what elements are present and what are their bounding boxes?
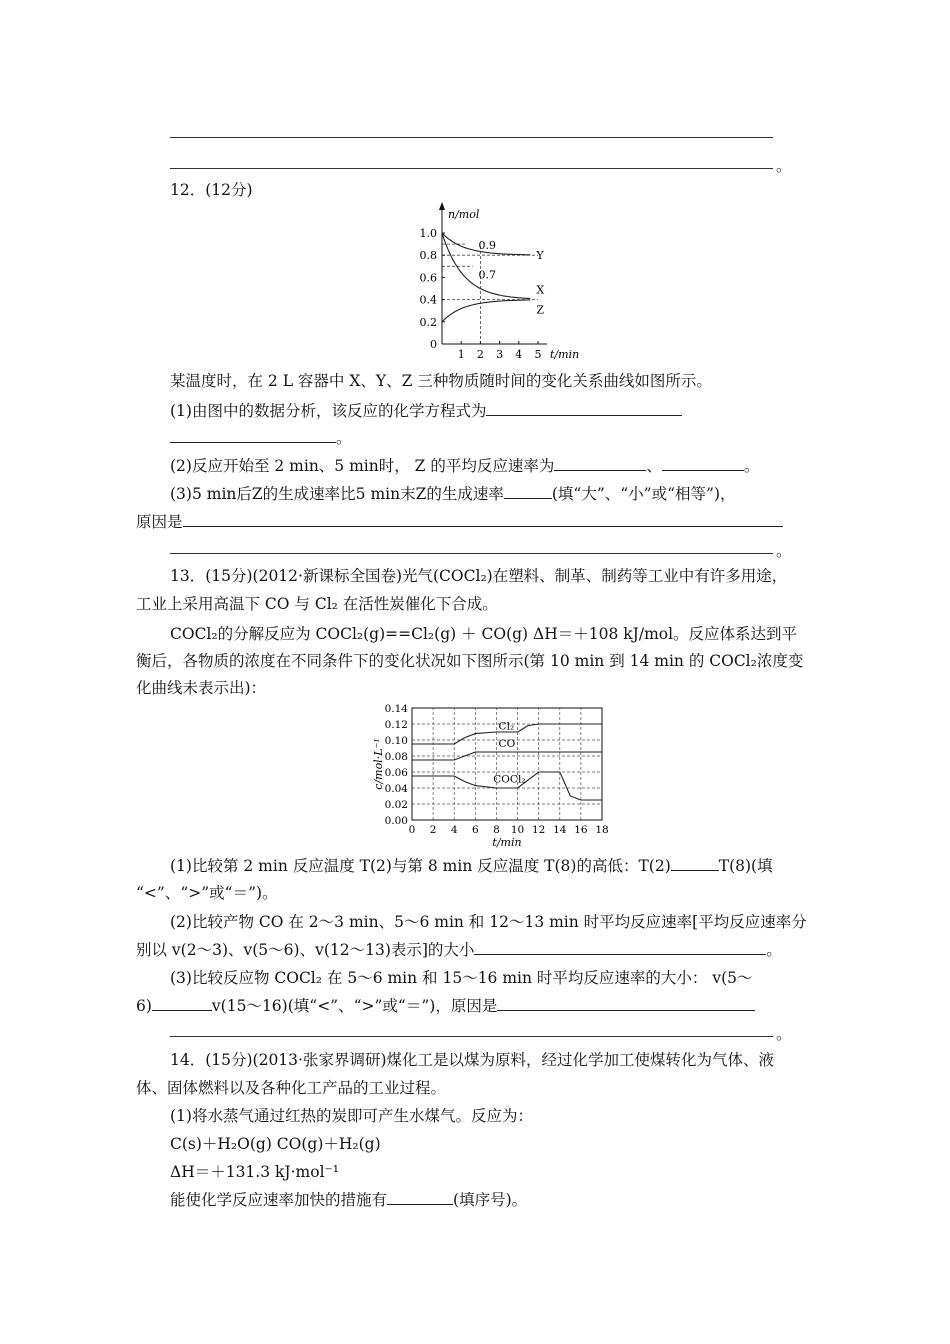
x-tick-label: 12: [531, 824, 546, 836]
annotation: 0.7: [478, 268, 496, 282]
x-tick-label: 5: [534, 348, 542, 361]
q13-para1: COCl₂的分解反应为 COCl₂(g)==Cl₂(g) ＋ CO(g) ΔH＝＋108 kJ/mol。反应体系达到平: [170, 625, 798, 643]
x-tick-label: 16: [574, 824, 588, 836]
x-tick-label: 10: [510, 824, 525, 836]
answer-blank[interactable]: [183, 512, 783, 527]
q13-part3-text: v(15～16)(填“<”、“>”或“＝”)，原因是: [211, 997, 498, 1015]
q14-header: 14．(15分)(2013·张家界调研)煤化工是以煤为原料，经过化学加工使煤转化为气体、液: [170, 1051, 775, 1069]
annotation: 0.9: [478, 239, 496, 253]
answer-blank[interactable]: [474, 940, 766, 955]
y-tick-label: 0.08: [384, 751, 408, 763]
q13-para3: 化曲线未表示出)：: [136, 679, 267, 697]
q12-part2-text: (2)反应开始至 2 min、5 min时， Z 的平均反应速率为: [170, 457, 555, 475]
y-tick-label: 0.10: [384, 735, 408, 747]
y-tick-label: 0.4: [419, 293, 437, 307]
answer-line[interactable]: [170, 137, 773, 138]
q13-part3-cont: [136, 996, 755, 1016]
q13-part3: (3)比较反应物 COCl₂ 在 5～6 min 和 15～16 min 时平均反应速率的大小： v(5～: [170, 969, 753, 987]
q12-part3-hint: (填“大”、“小”或“相等”)，: [551, 485, 736, 503]
x-tick-label: 14: [553, 824, 567, 836]
x-tick-label: 3: [496, 348, 504, 361]
q12-intro: 某温度时，在 2 L 容器中 X、Y、Z 三种物质随时间的变化关系曲线如图所示。: [170, 372, 712, 390]
y-tick-label: 0.00: [384, 815, 408, 827]
series-label: X: [536, 283, 545, 297]
q14-part2-text: 能使化学反应速率加快的措施有: [170, 1191, 388, 1209]
y-tick-label: 0.6: [419, 271, 437, 285]
y-tick-label: 1.0: [419, 227, 437, 240]
x-tick-label: 8: [493, 824, 500, 836]
x-axis-label: t/min: [492, 836, 522, 849]
y-axis-arrow: [439, 202, 445, 210]
q13-part2: (2)比较产物 CO 在 2～3 min、5～6 min 和 12～13 min 时平均反应速率[平均反应速率分: [170, 913, 807, 931]
answer-line[interactable]: [170, 1036, 773, 1037]
y-tick-label: 0.12: [384, 719, 408, 731]
x-tick-label: 18: [595, 824, 609, 836]
q12-part1-text: (1)由图中的数据分析，该反应的化学方程式为: [170, 402, 487, 420]
x-tick-label: 2: [476, 348, 484, 361]
dunhao: 、: [646, 457, 662, 475]
q12-part1: [170, 401, 682, 421]
x-tick-label: 4: [515, 348, 523, 361]
q13-part1-text: (1)比较第 2 min 反应温度 T(2)与第 8 min 反应温度 T(8)的高低：T(2): [170, 857, 671, 875]
y-tick-label: 0: [430, 338, 437, 351]
y-axis-label: n/mol: [448, 208, 480, 221]
q13-header2: 工业上采用高温下 CO 与 Cl₂ 在活性炭催化下合成。: [136, 595, 498, 613]
y-axis-label: c/mol·L⁻¹: [372, 738, 385, 790]
q12-part1-cont: [170, 428, 352, 448]
answer-blank[interactable]: [662, 456, 744, 471]
answer-line[interactable]: [170, 168, 773, 169]
x-tick-label: 2: [429, 824, 437, 836]
series-label: Z: [536, 303, 544, 317]
q14-part2-tail: (填序号)。: [453, 1191, 528, 1209]
q13-part1-tail: T(8)(填: [718, 857, 773, 875]
x-tick-label: 4: [450, 824, 458, 836]
q14-part2: [170, 1190, 527, 1210]
y-tick-label: 0.2: [419, 315, 437, 329]
x-tick-label: 0: [408, 824, 416, 836]
period: 。: [776, 157, 792, 175]
answer-blank[interactable]: [497, 996, 755, 1011]
q13-chart: [360, 700, 610, 850]
q13-part2-cont: [136, 940, 782, 960]
period: 。: [336, 429, 352, 447]
series-label: Cl₂: [498, 720, 515, 733]
q12-reason-label: 原因是: [136, 513, 183, 531]
q14-equation: C(s)＋H₂O(g) CO(g)＋H₂(g): [170, 1135, 381, 1153]
q12-header: 12．(12分): [170, 181, 253, 199]
answer-blank[interactable]: [170, 428, 336, 443]
series-label: Y: [536, 249, 544, 263]
period: 。: [743, 457, 760, 475]
period: 。: [776, 1025, 792, 1043]
answer-blank[interactable]: [504, 484, 552, 499]
q13-part3-v: 6): [136, 997, 152, 1015]
y-tick-label: 0.04: [384, 783, 408, 795]
q12-chart: [410, 198, 590, 364]
q14-enthalpy: ΔH＝＋131.3 kJ·mol⁻¹: [170, 1163, 339, 1181]
q12-part3: [170, 484, 736, 504]
answer-blank[interactable]: [671, 856, 719, 871]
q14-header2: 体、固体燃料以及各种化工产品的工业过程。: [136, 1079, 447, 1097]
series-line-Z: [442, 300, 530, 322]
answer-blank[interactable]: [152, 996, 212, 1011]
period: 。: [776, 542, 792, 560]
y-tick-label: 0.06: [384, 767, 408, 779]
x-tick-label: 1: [457, 348, 465, 361]
q12-reason: [136, 512, 783, 532]
q13-part1-cont: “<”、“>”或“＝”)。: [136, 884, 278, 902]
period: 。: [766, 941, 782, 959]
answer-blank[interactable]: [486, 401, 682, 416]
q13-header: 13．(15分)(2012·新课标全国卷)光气(COCl₂)在塑料、制革、制药等工业中有许多用途，: [170, 567, 788, 585]
y-tick-label: 0.14: [384, 703, 408, 715]
q13-part1: [170, 856, 773, 876]
q14-part1: (1)将水蒸气通过红热的炭即可产生水煤气。反应为：: [170, 1107, 533, 1125]
q12-part2: [170, 456, 759, 476]
q13-part2-text: 别以 v(2～3)、v(5～6)、v(12～13)表示]的大小: [136, 941, 475, 959]
q13-para2: 衡后，各物质的浓度在不同条件下的变化状况如下图所示(第 10 min 到 14 min 的 COCl₂浓度变: [136, 652, 804, 670]
answer-line[interactable]: [170, 553, 773, 554]
x-tick-label: 6: [471, 824, 479, 836]
q12-part3-text: (3)5 min后Z的生成速率比5 min末Z的生成速率: [170, 485, 504, 503]
answer-blank[interactable]: [554, 456, 646, 471]
answer-blank[interactable]: [387, 1190, 453, 1205]
series-label: COCl₂: [493, 773, 526, 786]
series-label: CO: [498, 738, 516, 751]
y-tick-label: 0.8: [419, 249, 437, 263]
y-tick-label: 0.02: [384, 799, 408, 811]
x-axis-label: t/min: [550, 348, 580, 361]
